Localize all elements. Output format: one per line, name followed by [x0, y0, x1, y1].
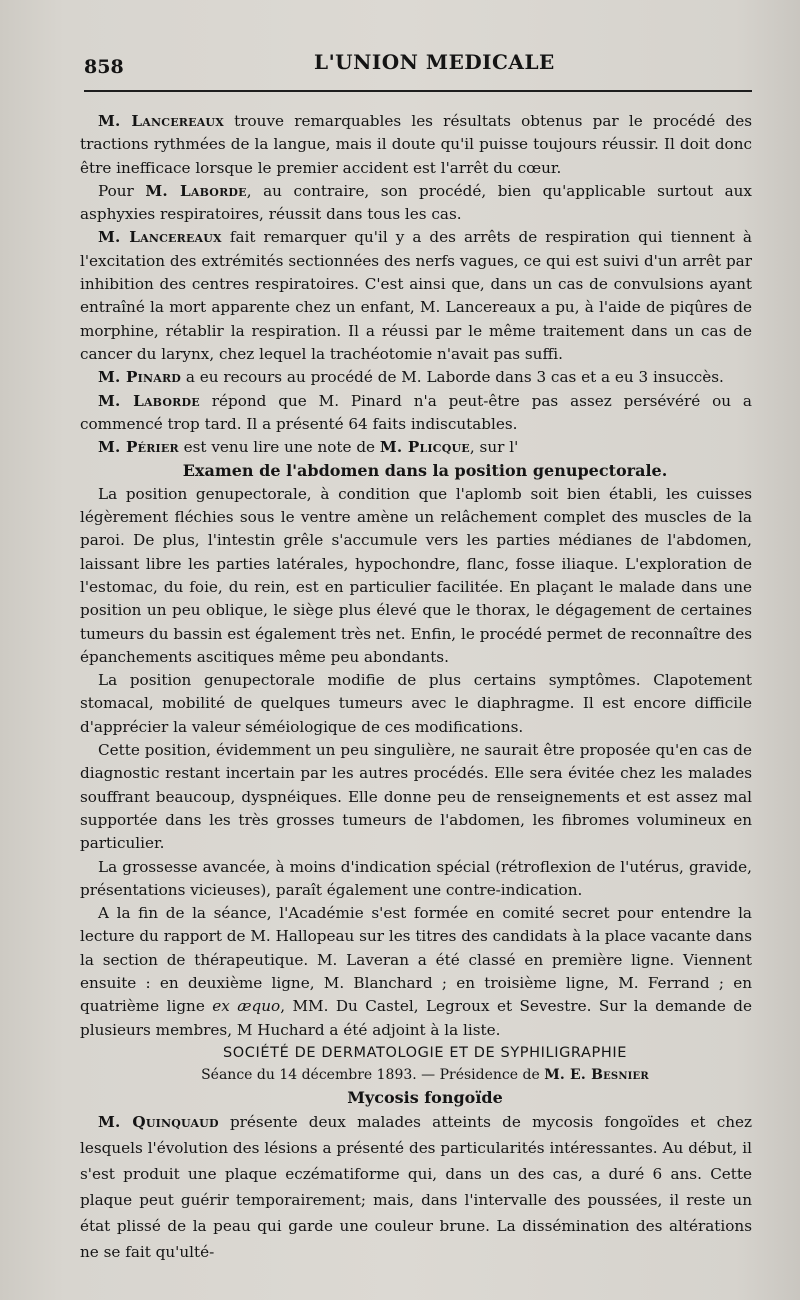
- paragraph-text: répond que M. Pinard n'a peut-être pas assez persévéré ou a commencé trop tard. Il a présenté 64 faits indiscutables.: [80, 391, 752, 433]
- paragraph: La position genupectorale modifie de plus certains symptômes. Clapotement stomacal, mobilité de quelques tumeurs avec le diaphragme. Il est encore difficile d'apprécier la valeur séméiologique de ces modifications.: [80, 671, 752, 736]
- paragraph-text: trouve remarquables les résultats obtenus par le procédé des tractions rythmées de la langue, mais il doute qu'il puisse toujours réussir. Il doit donc être inefficace lorsque le premier accident est l'arrêt du cœur.: [80, 112, 752, 177]
- paragraph-text: , sur l': [469, 438, 519, 457]
- paragraph: [80, 180, 752, 227]
- page-header: [84, 50, 754, 84]
- paragraph: La position genupectorale, à condition que l'aplomb soit bien établi, les cuisses légèrement fléchies sous le ventre amène un relâchement complet des muscles de la paroi. De plus, l'intestin grêle s'accumule vers les parties médianes de l'abdomen, laissant libre les parties latérales, hypochondre, flanc, fosse iliaque. L'exploration de l'estomac, du foie, du rein, est en particulier facilitée. En plaçant le malade dans une position un peu oblique, le siège plus élevé que le thorax, le dégagement de certaines tumeurs du bassin est également très net. Enfin, le procédé permet de reconnaître des épanchements ascitiques même peu abondants.: [80, 484, 752, 666]
- paragraph: [80, 902, 752, 1042]
- paragraph: [80, 226, 752, 366]
- paragraph: [80, 1109, 752, 1265]
- paragraph-text: , MM. Du Castel, Legroux et Sevestre. Sur la demande de plusieurs membres, M Huchard a été adjoint à la liste.: [80, 997, 752, 1039]
- paragraph-text: fait remarquer qu'il y a des arrêts de respiration qui tiennent à l'excitation des extrémités sectionnées des nerfs vagues, ce qui est suivi d'un arrêt par inhibition des centres respiratoires. C'est ainsi que, dans un cas de convulsions ayant entraîné la mort apparente chez un enfant, M. Lancereaux a pu, à l'aide de piqûres de morphine, rétablir la respiration. Il a réussi par le même traitement dans un cas de cancer du larynx, chez lequel la trachéotomie n'avait pas suffi.: [80, 228, 752, 363]
- paragraph: [80, 390, 752, 437]
- speaker-name: M. Quinquaud: [98, 1113, 219, 1132]
- running-title: L'UNION MEDICALE: [314, 50, 555, 74]
- paragraph-text: a eu recours au procédé de M. Laborde dans 3 cas et a eu 3 insuccès.: [181, 368, 724, 387]
- paragraph: [80, 436, 752, 459]
- speaker-name: M. Lancereaux: [98, 112, 224, 130]
- session-date: Séance du 14 décembre 1893. — Présidence de: [201, 1066, 545, 1083]
- speaker-name: M. Lancereaux: [98, 228, 222, 247]
- president-name: M. E. Besnier: [544, 1066, 649, 1083]
- speaker-name: M. Pinard: [98, 368, 182, 387]
- section-title: SOCIÉTÉ DE DERMATOLOGIE ET DE SYPHILIGRAPHIE: [222, 1044, 627, 1061]
- paragraph-prefix: Pour: [98, 181, 146, 200]
- speaker-name: M. Laborde: [98, 391, 200, 410]
- page-number: 858: [84, 56, 124, 78]
- author-name: M. Plicque: [379, 438, 470, 457]
- paragraph: [80, 110, 752, 180]
- section-subheading: Mycosis fongoïde: [347, 1087, 503, 1107]
- session-line: [80, 1064, 752, 1086]
- article-body: [80, 110, 752, 1265]
- note-title: Examen de l'abdomen dans la position genupectorale.: [182, 461, 668, 481]
- paragraph-text: est venu lire une note de: [178, 438, 380, 457]
- paragraph-text: , au contraire, son procédé, bien qu'applicable surtout aux asphyxies respiratoires, réussit dans tous les cas.: [80, 181, 752, 224]
- header-rule: [84, 90, 752, 92]
- paragraph-text: A la fin de la séance, l'Académie s'est formée en comité secret pour entendre la lecture du rapport de M. Hallopeau sur les titres des candidats à la place vacante dans la section de thérapeutique. M. Laveran a été classé en première ligne. Viennent ensuite : en deuxième ligne, M. Blanchard ; en troisième ligne, M. Ferrand ; en quatrième ligne: [80, 904, 752, 1016]
- speaker-name: M. Périer: [98, 438, 179, 457]
- paragraph: La grossesse avancée, à moins d'indication spécial (rétroflexion de l'utérus, gravide, présentations vicieuses), paraît également une contre-indication.: [80, 857, 752, 899]
- paragraph: [80, 366, 752, 389]
- paragraph-text: présente deux malades atteints de mycosis fongoïdes et chez lesquels l'évolution des lésions a présenté des particularités intéressantes. Au début, il s'est produit une plaque eczématiforme qui, dans un des cas, a duré 6 ans. Cette plaque peut guérir temporairement; mais, dans l'intervalle des poussées, il reste un état plissé de la peau qui garde une couleur brune. La dissémination des altérations ne se fait qu'ulté-: [80, 1113, 753, 1262]
- paragraph: Cette position, évidemment un peu singulière, ne saurait être proposée qu'en cas de diagnostic restant incertain par les autres procédés. Elle sera évitée chez les malades souffrant beaucoup, dyspnéiques. Elle donne peu de renseignements et est assez mal supportée dans les très grosses tumeurs de l'abdomen, les fibromes volumineux en particulier.: [80, 741, 752, 853]
- italic-phrase: ex æquo: [212, 997, 281, 1016]
- speaker-name: M. Laborde: [145, 181, 247, 200]
